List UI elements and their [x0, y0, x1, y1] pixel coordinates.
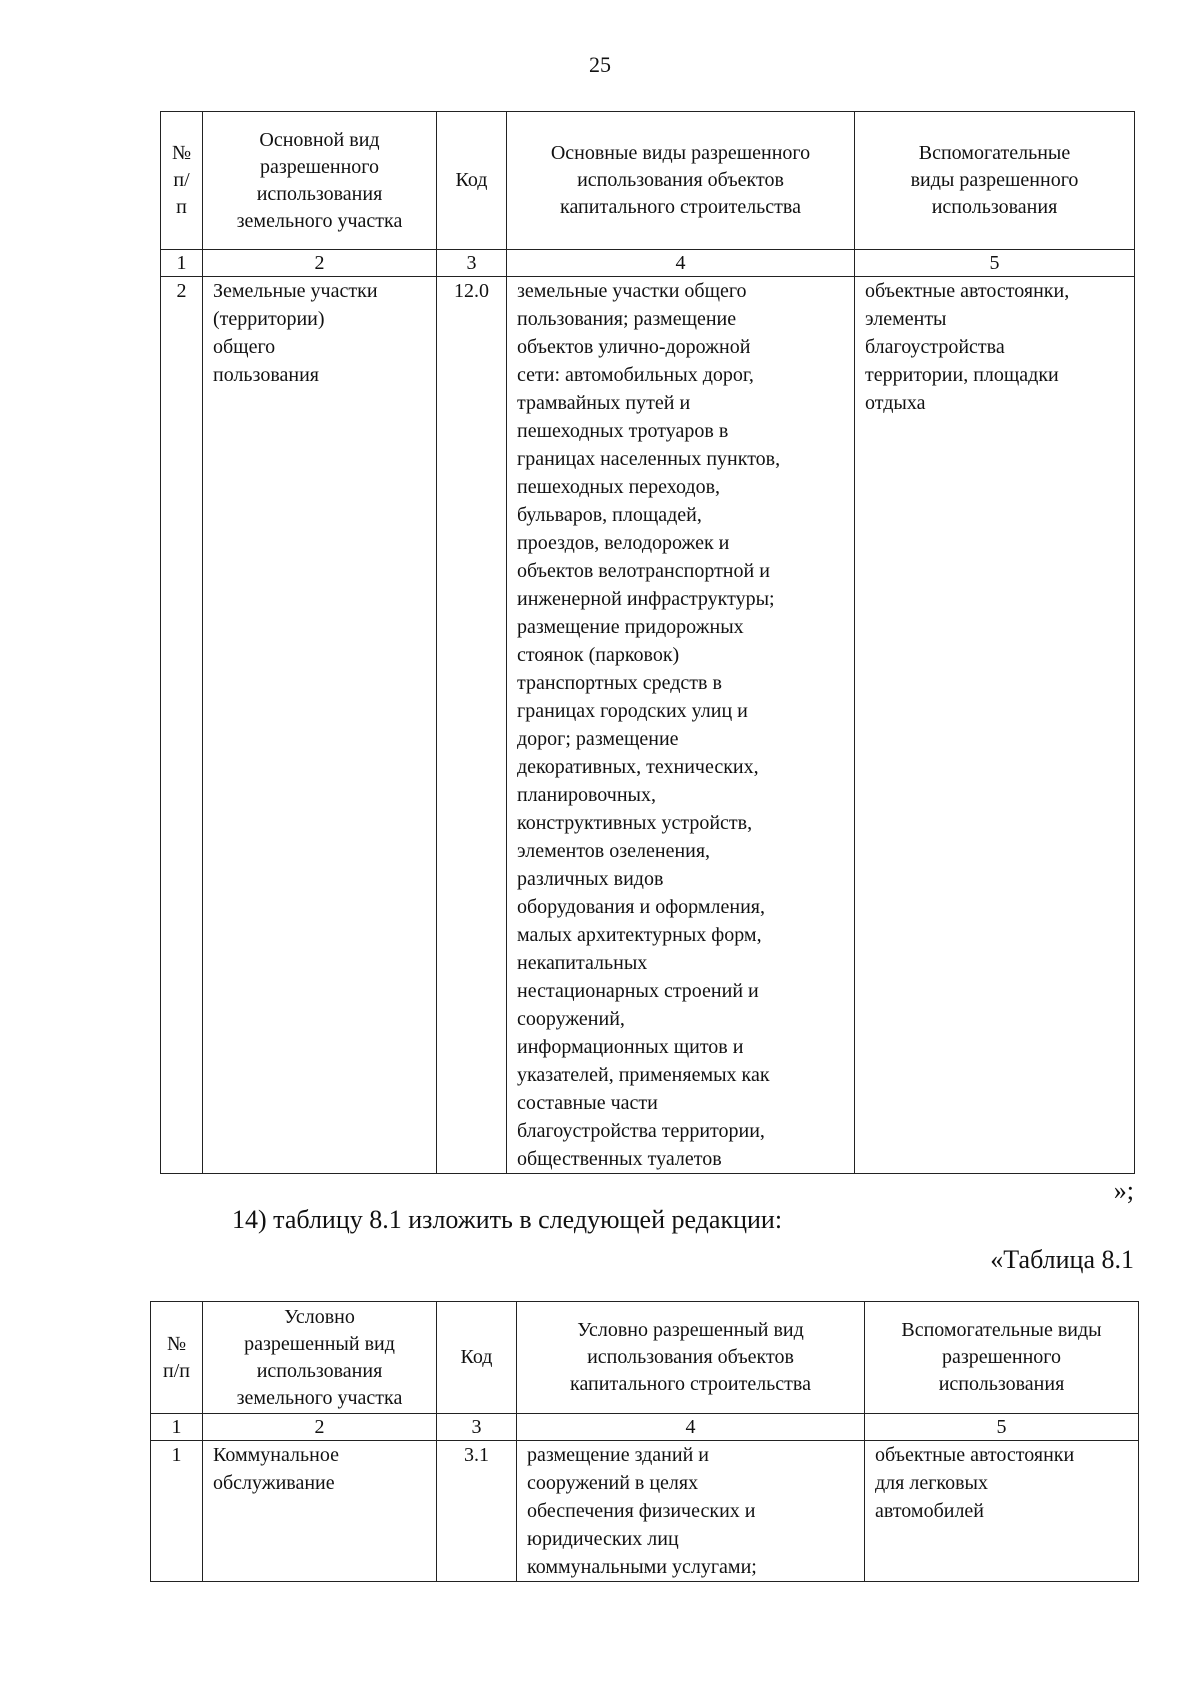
- row-num: 1: [151, 1441, 203, 1582]
- header-aux-uses: Вспомогательные виды разрешенного использования: [865, 1302, 1139, 1414]
- closing-quote: »;: [1113, 1176, 1134, 1205]
- row-num: 2: [161, 277, 203, 1174]
- land-use-table-conditional: [150, 1301, 1139, 1582]
- row-main-uses: земельные участки общего пользования; размещение объектов улично-дорожной сети: автомобильных дорог, трамвайных путей и пешеходных тротуаров в границах населенных пунктов, пешеходных переходов, бульваров, площадей, проездов, велодорожек и объектов велотранспортной и инженерной инфраструктуры; размещение придорожных стоянок (парковок) транспортных средств в границах городских улиц и дорог; размещение декоративных, технических, планировочных, конструктивных устройств, элементов озеленения, различных видов оборудования и оформления, малых архитектурных форм, некапитальных нестационарных строений и сооружений, информационных щитов и указателей, применяемых как составные части благоустройства территории, общественных туалетов: [507, 277, 855, 1174]
- row-code: 3.1: [437, 1441, 517, 1582]
- column-number: 2: [203, 250, 437, 277]
- column-number: 3: [437, 1414, 517, 1441]
- page-number: 25: [589, 52, 611, 77]
- header-cond-type: Условно разрешенный вид использования земельного участка: [203, 1302, 437, 1414]
- table-header-row: [151, 1302, 1139, 1414]
- column-number: 1: [151, 1414, 203, 1441]
- row-cond-uses: размещение зданий и сооружений в целях обеспечения физических и юридических лиц коммунальными услугами;: [517, 1441, 865, 1582]
- column-number: 1: [161, 250, 203, 277]
- row-cond-type: Коммунальное обслуживание: [203, 1441, 437, 1582]
- header-cond-uses: Условно разрешенный вид использования объектов капитального строительства: [517, 1302, 865, 1414]
- column-number-row: [151, 1414, 1139, 1441]
- column-number: 5: [865, 1414, 1139, 1441]
- header-main-type: Основной вид разрешенного использования земельного участка: [203, 112, 437, 250]
- header-num: № п/п: [161, 112, 203, 250]
- amendment-instruction: 14) таблицу 8.1 изложить в следующей редакции:: [232, 1205, 783, 1234]
- column-number: 3: [437, 250, 507, 277]
- table-caption: «Таблица 8.1: [990, 1245, 1134, 1274]
- row-main-type: Земельные участки (территории) общего пользования: [203, 277, 437, 1174]
- column-number: 5: [855, 250, 1135, 277]
- table-row: [151, 1441, 1139, 1582]
- row-aux-uses: объектные автостоянки, элементы благоустройства территории, площадки отдыха: [855, 277, 1135, 1174]
- header-code: Код: [437, 112, 507, 250]
- land-use-table-main: [160, 111, 1135, 1174]
- column-number: 4: [507, 250, 855, 277]
- row-code: 12.0: [437, 277, 507, 1174]
- header-aux-uses: Вспомогательные виды разрешенного использования: [855, 112, 1135, 250]
- table-header-row: [161, 112, 1135, 250]
- header-main-uses: Основные виды разрешенного использования объектов капитального строительства: [507, 112, 855, 250]
- table-row: [161, 277, 1135, 1174]
- column-number: 4: [517, 1414, 865, 1441]
- column-number: 2: [203, 1414, 437, 1441]
- row-aux-uses: объектные автостоянки для легковых автомобилей: [865, 1441, 1139, 1582]
- header-num: № п/п: [151, 1302, 203, 1414]
- header-code: Код: [437, 1302, 517, 1414]
- column-number-row: [161, 250, 1135, 277]
